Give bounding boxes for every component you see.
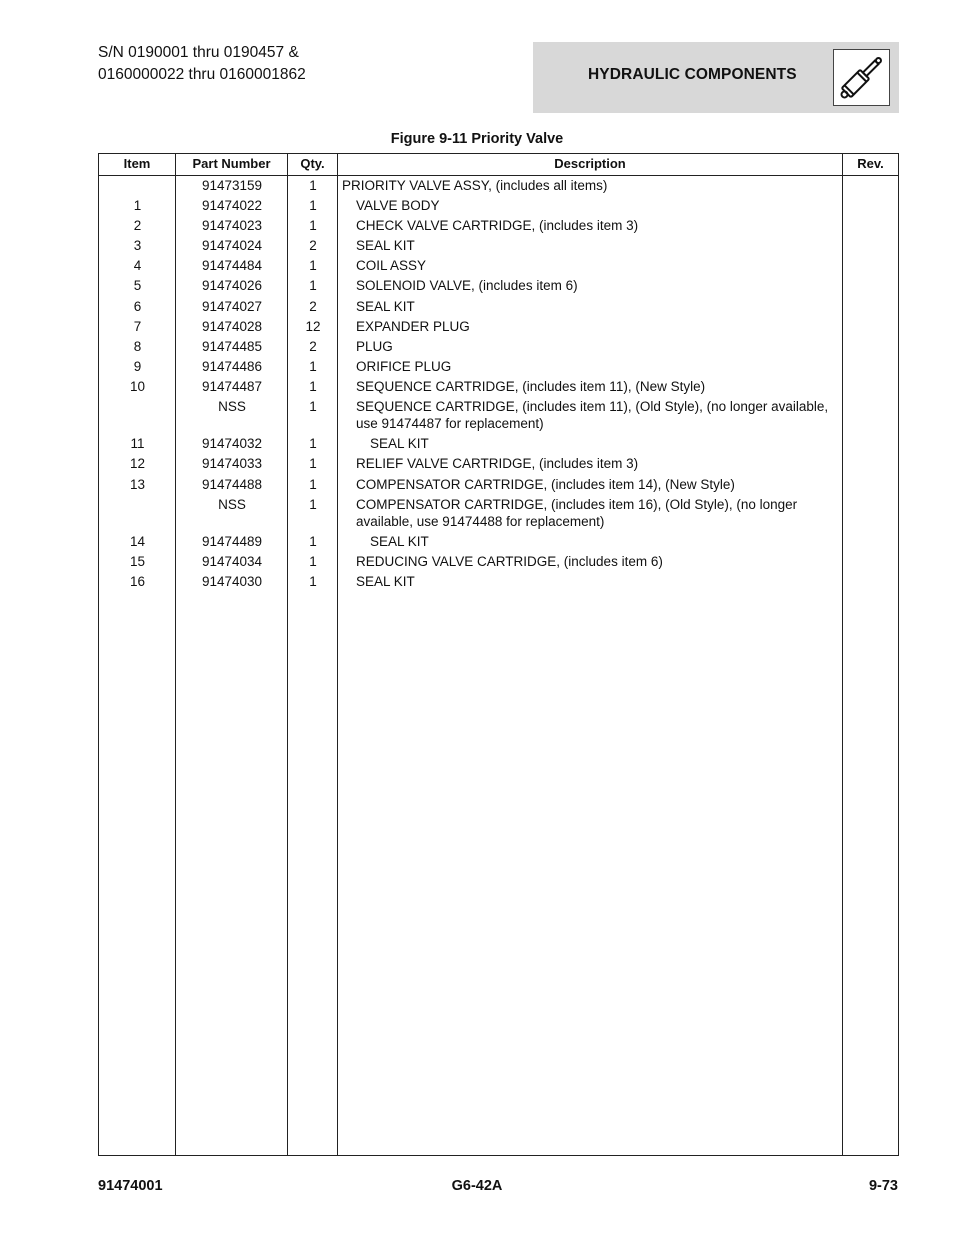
row-qty: 1 [309, 258, 317, 273]
row-description: SOLENOID VALVE, (includes item 6) [356, 278, 578, 293]
row-part-number: 91474485 [201, 339, 263, 354]
row-description: EXPANDER PLUG [356, 319, 470, 334]
row-description: PRIORITY VALVE ASSY, (includes all items) [342, 178, 608, 193]
footer-model: G6-42A [451, 1178, 503, 1194]
row-part-number: 91474488 [201, 477, 263, 492]
row-description: COMPENSATOR CARTRIDGE, (includes item 14), (New Style) [356, 477, 735, 492]
row-description: COMPENSATOR CARTRIDGE, (includes item 16), (Old Style), (no longer available, use 91474488 for replacement) [356, 497, 798, 529]
row-part-number: 91474027 [201, 299, 263, 314]
serial-line-1: S/N 0190001 thru 0190457 & [98, 44, 299, 61]
row-qty: 1 [309, 198, 317, 213]
row-item: 15 [129, 554, 146, 569]
figure-title: Figure 9-11 Priority Valve [390, 131, 564, 147]
row-qty: 1 [309, 497, 317, 512]
row-part-number: 91474033 [201, 456, 263, 471]
row-item: 5 [133, 278, 142, 293]
row-part-number: 91474022 [201, 198, 263, 213]
row-qty: 1 [309, 554, 317, 569]
row-qty: 1 [309, 574, 317, 589]
row-item: 10 [129, 379, 146, 394]
row-description: REDUCING VALVE CARTRIDGE, (includes item 6) [356, 554, 663, 569]
parts-table [98, 153, 899, 1156]
footer-document-number: 91474001 [98, 1178, 163, 1194]
serial-number-range [98, 42, 306, 86]
row-description: PLUG [356, 339, 393, 354]
row-part-number: 91474484 [201, 258, 263, 273]
row-qty: 2 [309, 238, 317, 253]
row-part-number: 91474032 [201, 436, 263, 451]
row-qty: 2 [309, 339, 317, 354]
row-qty: 1 [309, 534, 317, 549]
section-title: HYDRAULIC COMPONENTS [588, 66, 797, 83]
section-header-box [533, 42, 899, 113]
serial-line-2: 0160000022 thru 0160001862 [98, 66, 306, 83]
row-description: VALVE BODY [356, 198, 440, 213]
row-item: 12 [129, 456, 146, 471]
row-part-number: NSS [218, 497, 246, 512]
row-qty: 1 [309, 278, 317, 293]
row-part-number: 91474028 [201, 319, 263, 334]
column-divider [842, 154, 843, 1155]
column-header-description: Description [554, 156, 626, 171]
row-description: SEAL KIT [370, 534, 429, 549]
hydraulic-cylinder-icon [833, 49, 890, 106]
row-description: ORIFICE PLUG [356, 359, 452, 374]
column-header-qty: Qty. [300, 156, 325, 171]
column-header-part-number: Part Number [192, 156, 271, 171]
row-item: 7 [133, 319, 142, 334]
row-part-number: 91474023 [201, 218, 263, 233]
row-item: 4 [133, 258, 142, 273]
row-description: SEQUENCE CARTRIDGE, (includes item 11), (New Style) [356, 379, 706, 394]
row-description: SEAL KIT [356, 299, 415, 314]
row-part-number: 91474026 [201, 278, 263, 293]
row-item: 9 [133, 359, 142, 374]
row-qty: 1 [309, 359, 317, 374]
row-description: COIL ASSY [356, 258, 427, 273]
row-qty: 12 [305, 319, 321, 334]
row-part-number: 91474034 [201, 554, 263, 569]
row-qty: 1 [309, 436, 317, 451]
row-description: SEQUENCE CARTRIDGE, (includes item 11), (Old Style), (no longer available, use 91474487 for replacement) [356, 399, 829, 431]
row-part-number: 91474489 [201, 534, 263, 549]
row-item: 3 [133, 238, 142, 253]
row-description: RELIEF VALVE CARTRIDGE, (includes item 3) [356, 456, 639, 471]
row-item: 2 [133, 218, 142, 233]
row-part-number: 91474024 [201, 238, 263, 253]
row-part-number: NSS [218, 399, 246, 414]
row-qty: 1 [309, 178, 317, 193]
footer-page-number: 9-73 [868, 1178, 898, 1194]
row-item: 11 [130, 436, 145, 451]
row-item: 16 [129, 574, 146, 589]
row-qty: 2 [309, 299, 317, 314]
row-description: SEAL KIT [370, 436, 429, 451]
row-qty: 1 [309, 218, 317, 233]
row-part-number: 91474030 [201, 574, 263, 589]
row-description: SEAL KIT [356, 238, 415, 253]
row-item: 8 [133, 339, 142, 354]
row-item: 14 [129, 534, 146, 549]
column-header-rev: Rev. [857, 156, 884, 171]
column-header-item: Item [123, 156, 151, 171]
row-description: CHECK VALVE CARTRIDGE, (includes item 3) [356, 218, 639, 233]
row-qty: 1 [309, 399, 317, 414]
row-qty: 1 [309, 456, 317, 471]
row-item: 6 [133, 299, 142, 314]
row-description: SEAL KIT [356, 574, 415, 589]
row-item: 13 [129, 477, 146, 492]
row-qty: 1 [309, 379, 317, 394]
row-part-number: 91473159 [201, 178, 263, 193]
row-part-number: 91474486 [201, 359, 263, 374]
header-divider [99, 175, 898, 176]
row-part-number: 91474487 [201, 379, 263, 394]
row-qty: 1 [309, 477, 317, 492]
row-item: 1 [133, 198, 142, 213]
